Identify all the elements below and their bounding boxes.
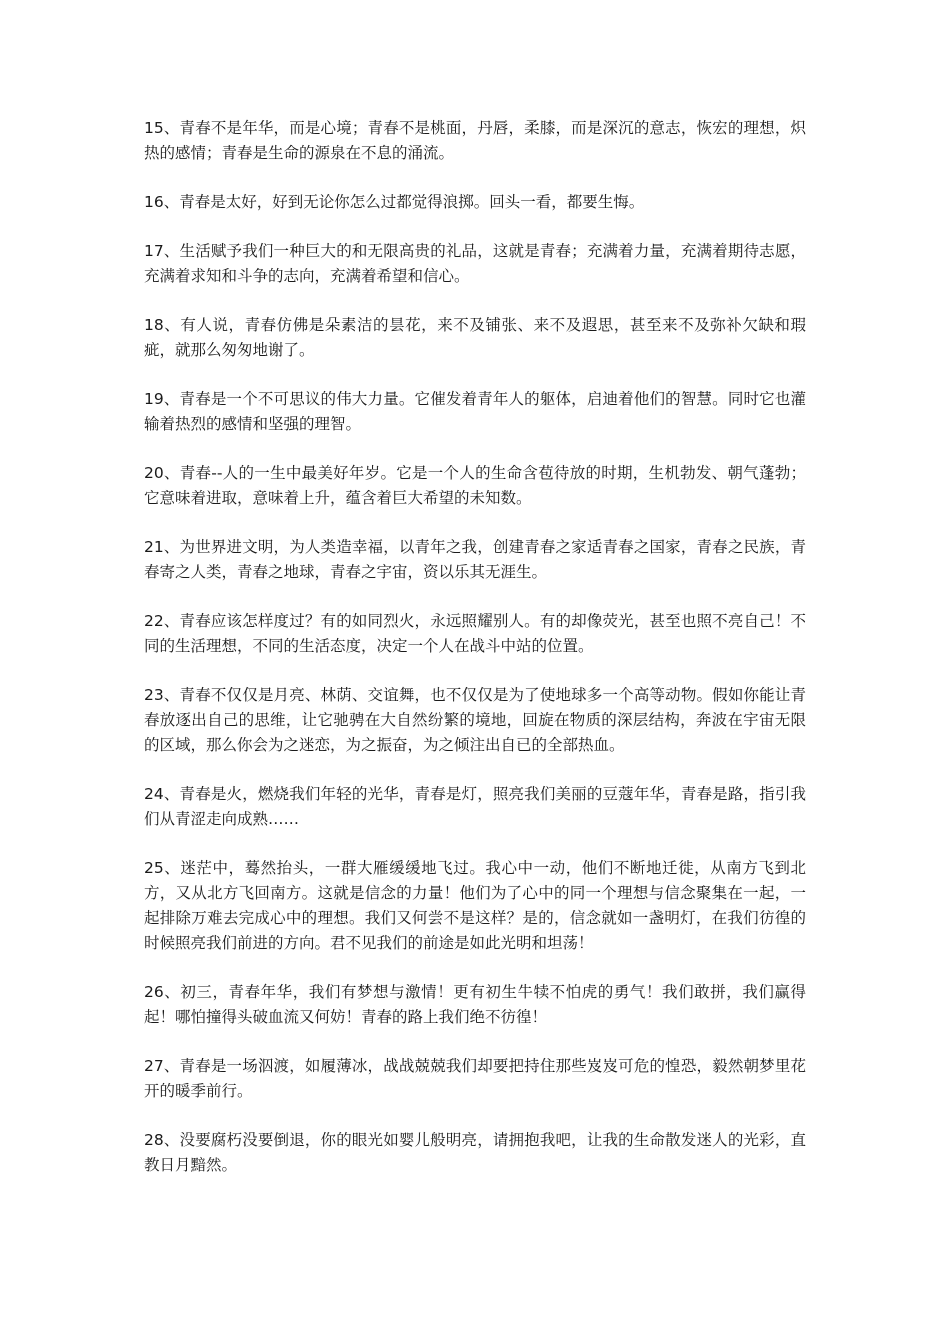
paragraph-20: 20、青春--人的一生中最美好年岁。它是一个人的生命含苞待放的时期，生机勃发、朝气蓬勃；它意味着进取，意味着上升，蕴含着巨大希望的未知数。 — [144, 464, 806, 507]
paragraph-28: 28、没要腐朽没要倒退，你的眼光如婴儿般明亮，请拥抱我吧，让我的生命散发迷人的光彩，直教日月黯然。 — [144, 1131, 806, 1174]
paragraph-15: 15、青春不是年华，而是心境；青春不是桃面，丹唇，柔膝，而是深沉的意志，恢宏的理想，炽热的感情；青春是生命的源泉在不息的涌流。 — [144, 119, 806, 162]
paragraph-22: 22、青春应该怎样度过？有的如同烈火，永远照耀别人。有的却像荧光，甚至也照不亮自己！不同的生活理想，不同的生活态度，决定一个人在战斗中站的位置。 — [144, 612, 806, 655]
paragraph-27: 27、青春是一场泅渡，如履薄冰，战战兢兢我们却要把持住那些岌岌可危的惶恐，毅然朝梦里花开的暖季前行。 — [144, 1057, 806, 1100]
paragraph-26: 26、初三，青春年华，我们有梦想与激情！更有初生牛犊不怕虎的勇气！我们敢拼，我们赢得起！哪怕撞得头破血流又何妨！青春的路上我们绝不彷徨！ — [144, 983, 806, 1026]
paragraph-24: 24、青春是火，燃烧我们年轻的光华，青春是灯，照亮我们美丽的豆蔻年华，青春是路，指引我们从青涩走向成熟…… — [144, 785, 806, 828]
paragraph-23: 23、青春不仅仅是月亮、林荫、交谊舞，也不仅仅是为了使地球多一个高等动物。假如你能让青春放逐出自己的思维，让它驰骋在大自然纷繁的境地，回旋在物质的深层结构，奔波在宇宙无限的区域，那么你会为之迷恋，为之振奋，为之倾注出自已的全部热血。 — [144, 686, 806, 754]
paragraph-21: 21、为世界进文明，为人类造幸福，以青年之我，创建青春之家适青春之国家，青春之民族，青春寄之人类，青春之地球，青春之宇宙，资以乐其无涯生。 — [144, 538, 806, 581]
paragraph-18: 18、有人说，青春仿佛是朵素洁的昙花，来不及铺张、来不及遐思，甚至来不及弥补欠缺和瑕疵，就那么匆匆地谢了。 — [144, 316, 806, 359]
paragraph-16: 16、青春是太好，好到无论你怎么过都觉得浪掷。回头一看，都要生悔。 — [144, 193, 645, 211]
paragraph-17: 17、生活赋予我们一种巨大的和无限高贵的礼品，这就是青春；充满着力量，充满着期待志愿，充满着求知和斗争的志向，充满着希望和信心。 — [144, 242, 806, 285]
paragraph-19: 19、青春是一个不可思议的伟大力量。它催发着青年人的躯体，启迪着他们的智慧。同时它也灌输着热烈的感情和坚强的理智。 — [144, 390, 806, 433]
paragraph-25: 25、迷茫中，蓦然抬头，一群大雁缓缓地飞过。我心中一动，他们不断地迁徙，从南方飞到北方，又从北方飞回南方。这就是信念的力量！他们为了心中的同一个理想与信念聚集在一起，一起排除万难去完成心中的理想。我们又何尝不是这样？是的，信念就如一盏明灯，在我们彷徨的时候照亮我们前进的方向。君不见我们的前途是如此光明和坦荡！ — [144, 859, 806, 952]
document-body — [144, 116, 806, 1202]
